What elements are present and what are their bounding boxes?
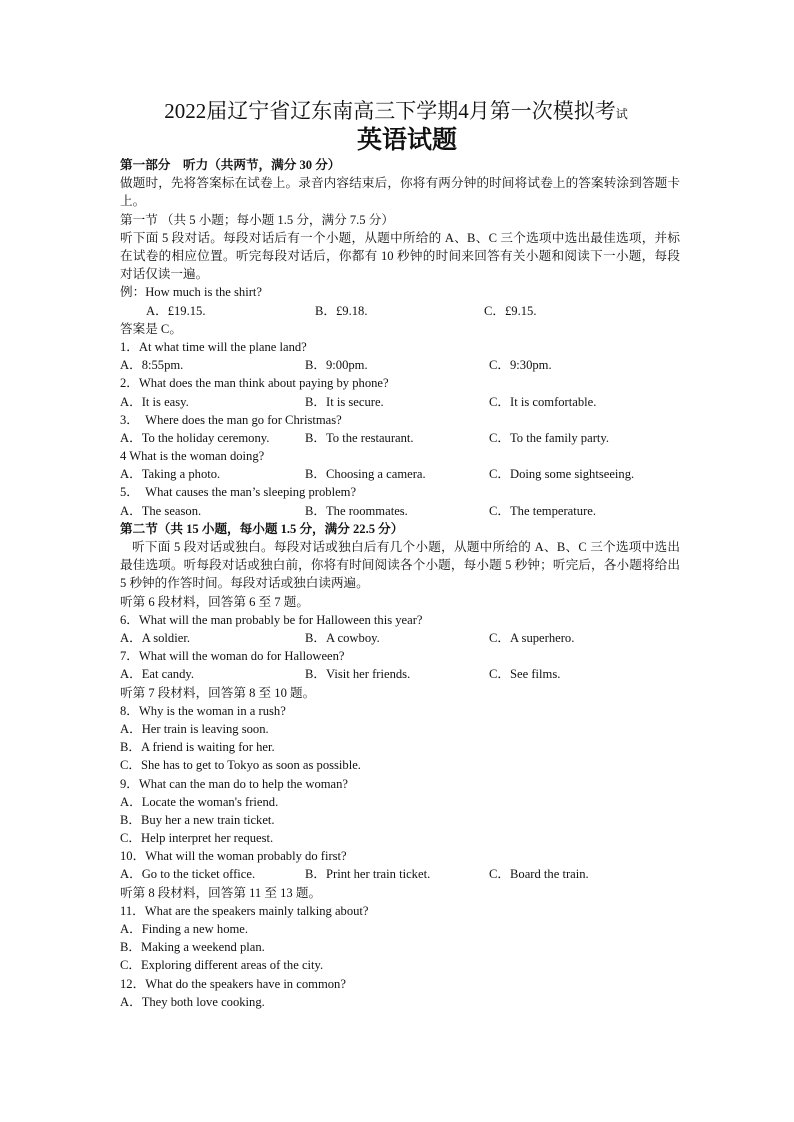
- question-6-options: [120, 629, 680, 647]
- question-5: 5． What causes the man’s sleeping problem?: [120, 485, 357, 500]
- section2-instructions: 听下面 5 段对话或独白。每段对话或独白后有几个小题，从题中所给的 A、B、C 三个选项中选出最佳选项。听每段对话或独白前，你将有时间阅读各个小题，每小题 5 秒钟；听完后，各小题将给出 5 秒钟的作答时间。每段对话或独白读两遍。: [120, 540, 680, 591]
- option-b: B．Choosing a camera.: [305, 467, 426, 482]
- option-c: C．Doing some sightseeing.: [489, 467, 635, 482]
- option-a: A．Her train is leaving soon.: [120, 721, 269, 736]
- question-10: 10．What will the woman probably do first?: [120, 849, 347, 864]
- option-b: B．To the restaurant.: [305, 430, 414, 445]
- option-c: C．Exploring different areas of the city.: [120, 958, 324, 973]
- question-4: 4 What is the woman doing?: [120, 449, 265, 464]
- question-5-options: [120, 502, 680, 520]
- exam-subtitle: 英语试题: [356, 125, 457, 154]
- option-c: C．See films.: [489, 667, 561, 682]
- option-a: A．Finding a new home.: [120, 922, 249, 936]
- option-a: A．To the holiday ceremony.: [120, 430, 270, 445]
- question-9: 9．What can the man do to help the woman?: [120, 776, 349, 791]
- section1-heading: 第一节 （共 5 小题；每小题 1.5 分，满分 7.5 分）: [120, 212, 394, 227]
- option-a: A．Go to the ticket office.: [120, 867, 256, 882]
- option-b: B．A friend is waiting for her.: [120, 740, 275, 755]
- question-12: 12．What do the speakers have in common?: [120, 976, 346, 991]
- question-11: 11．What are the speakers mainly talking about?: [120, 903, 369, 918]
- exam-title: [112, 98, 680, 124]
- exam-page: [120, 98, 680, 1011]
- option-a: A．The season.: [120, 503, 202, 518]
- question-7-options: [120, 665, 680, 683]
- question-8: 8．Why is the woman in a rush?: [120, 703, 286, 718]
- option-b: B．It is secure.: [305, 394, 384, 409]
- material-6-note: 听第 6 段材料，回答第 6 至 7 题。: [120, 594, 309, 609]
- option-b: B．The roommates.: [305, 503, 408, 518]
- option-c: C．To the family party.: [489, 430, 610, 445]
- option-b: B．Making a weekend plan.: [120, 940, 265, 955]
- option-a: A．Taking a photo.: [120, 467, 221, 482]
- option-c: C．£9.15.: [484, 303, 537, 318]
- option-c: C．A superhero.: [489, 631, 575, 645]
- option-a: A．Locate the woman's friend.: [120, 794, 279, 809]
- option-a: A．8:55pm.: [120, 358, 184, 373]
- option-c: C．9:30pm.: [489, 358, 552, 373]
- example-answer: 答案是 C。: [120, 321, 182, 336]
- question-1: 1．At what time will the plane land?: [120, 339, 307, 354]
- question-1-options: [120, 356, 680, 374]
- option-a: A．It is easy.: [120, 394, 189, 409]
- option-c: C．It is comfortable.: [489, 394, 597, 409]
- question-7: 7．What will the woman do for Halloween?: [120, 649, 345, 664]
- option-c: C．Board the train.: [489, 867, 589, 882]
- option-a: A．Eat candy.: [120, 667, 195, 682]
- option-a: A．A soldier.: [120, 631, 190, 645]
- option-c: C．The temperature.: [489, 503, 597, 518]
- example-options: [120, 302, 680, 320]
- exam-title-suffix: 试: [615, 107, 628, 121]
- option-b: B．Visit her friends.: [305, 667, 411, 682]
- question-2-options: [120, 393, 680, 411]
- part1-instructions: 做题时，先将答案标在试卷上。录音内容结束后，你将有两分钟的时间将试卷上的答案转涂到答题卡上。: [120, 176, 680, 209]
- option-b: B．£9.18.: [315, 303, 368, 318]
- question-4-options: [120, 465, 680, 483]
- part1-heading: 第一部分 听力（共两节，满分 30 分）: [120, 158, 341, 172]
- option-c: C．She has to get to Tokyo as soon as possible.: [120, 758, 361, 773]
- material-8-note: 听第 8 段材料，回答第 11 至 13 题。: [120, 885, 322, 900]
- section1-instructions: 听下面 5 段对话。每段对话后有一个小题，从题中所给的 A、B、C 三个选项中选出最佳选项，并标在试卷的相应位置。听完每段对话后，你都有 10 秒钟的时间来回答有关小题和阅读下一小题，每段对话仅读一遍。: [120, 230, 680, 282]
- question-3-options: [120, 429, 680, 447]
- option-b: B．Buy her a new train ticket.: [120, 812, 275, 827]
- option-b: B．A cowboy.: [305, 631, 380, 645]
- exam-title-main: 2022届辽宁省辽东南高三下学期4月第一次模拟考: [164, 99, 616, 123]
- option-c: C．Help interpret her request.: [120, 831, 274, 846]
- question-10-options: [120, 865, 680, 883]
- option-b: B．9:00pm.: [305, 358, 368, 373]
- option-a: A．They both love cooking.: [120, 994, 265, 1009]
- material-7-note: 听第 7 段材料，回答第 8 至 10 题。: [120, 685, 316, 700]
- question-6: 6．What will the man probably be for Halloween this year?: [120, 612, 423, 627]
- section2-heading: 第二节（共 15 小题，每小题 1.5 分，满分 22.5 分）: [120, 521, 404, 536]
- question-3: 3． Where does the man go for Christmas?: [120, 412, 342, 427]
- question-2: 2．What does the man think about paying by phone?: [120, 376, 389, 391]
- example-question: 例：How much is the shirt?: [120, 285, 263, 300]
- option-a: A．£19.15.: [146, 303, 206, 318]
- option-b: B．Print her train ticket.: [305, 867, 431, 882]
